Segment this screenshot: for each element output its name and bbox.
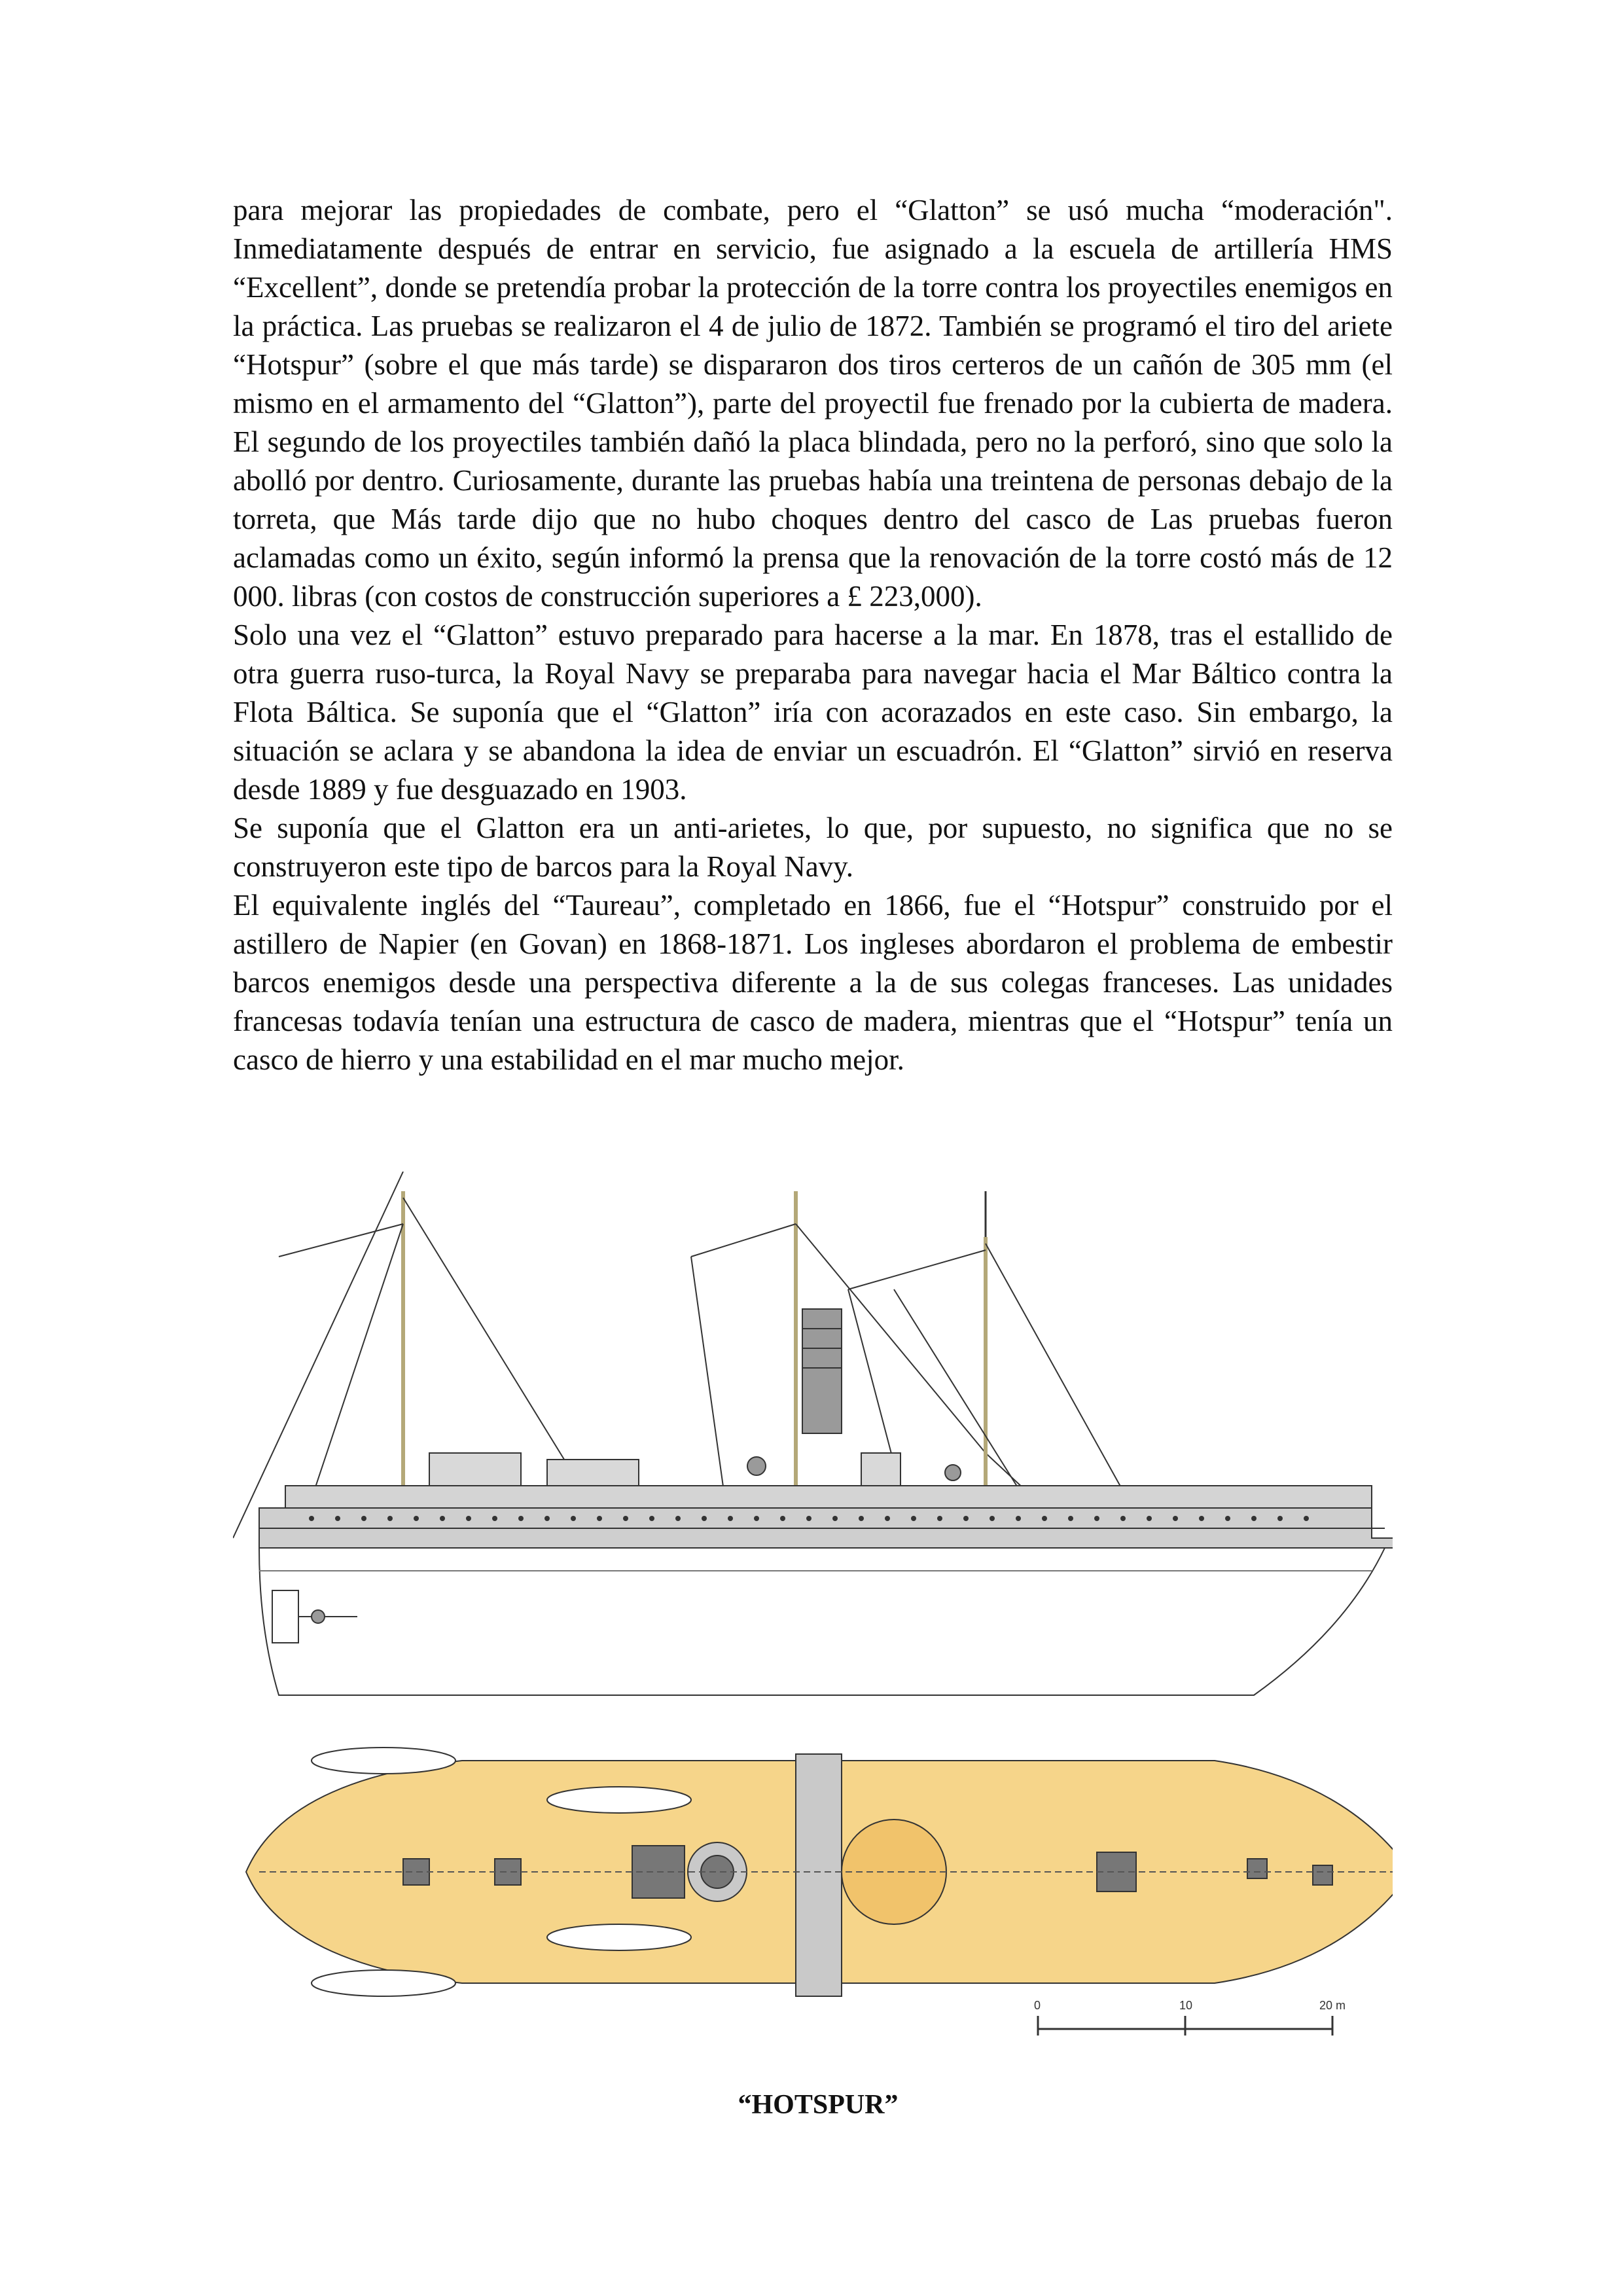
- figure-caption: “HOTSPUR”: [738, 2090, 899, 2120]
- ship-plan-view: [246, 1748, 1393, 1996]
- scale-label-10: 10: [1179, 1999, 1193, 2012]
- paragraph-2: Solo una vez el “Glatton” estuvo preparado para hacerse a la mar. En 1878, tras el estallido de otra guerra ruso-turca, la Royal Navy se preparaba para navegar hacia el Mar Báltico contra la Flota Báltica. Se suponía que el “Glatton” iría con acorazados en este caso. Sin embargo, la situación se aclara y se abandona la idea de enviar un escuadrón. El “Glatton” sirvió en reserva desde 1889 y fue desguazado en 1903.: [233, 619, 1393, 806]
- paragraph-4: El equivalente inglés del “Taureau”, completado en 1866, fue el “Hotspur” construido por el astillero de Napier (en Govan) en 1868-1871. Los ingleses abordaron el problema de embestir barcos enemigos desde una perspectiva diferente a la de sus colegas franceses. Las unidades francesas todavía tenían una estructura de casco de madera, mientras que el “Hotspur” tenía un casco de hierro y una estabilidad en el mar mucho mejor.: [233, 889, 1393, 1076]
- paragraph-1: para mejorar las propiedades de combate, pero el “Glatton” se usó mucha “moderación". Inmediatamente después de entrar en servicio, fue asignado a la escuela de artillería HMS “Excellent”, donde se pretendía probar la protección de la torre contra los proyectiles enemigos en la práctica. Las pruebas se realizaron el 4 de julio de 1872. También se programó el tiro del ariete “Hotspur” (sobre el que más tarde) se dispararon dos tiros certeros de un cañón de 305 mm (el mismo en el armamento del “Glatton”), parte del proyectil fue frenado por la cubierta de madera. El segundo de los proyectiles también dañó la placa blindada, pero no la perforó, sino que solo la abolló por dentro. Curiosamente, durante las pruebas había una treintena de personas debajo de la torreta, que Más tarde dijo que no hubo choques dentro del casco de Las pruebas fueron aclamadas como un éxito, según informó la prensa que la renovación de la torre costó más de 12 000. libras (con costos de construcción superiores a £ 223,000).: [233, 194, 1393, 613]
- scale-label-20: 20 m: [1319, 1999, 1346, 2012]
- scale-bar: [1034, 1999, 1346, 2036]
- paragraph-3: Se suponía que el Glatton era un anti-arietes, lo que, por supuesto, no significa que no se construyeron este tipo de barcos para la Royal Navy.: [233, 812, 1393, 883]
- scale-label-0: 0: [1034, 1999, 1041, 2012]
- ship-profile-view: [233, 1172, 1393, 1695]
- body-text: [233, 191, 1393, 1079]
- ship-drawing: [233, 1172, 1393, 2055]
- hotspur-drawing-figure: [233, 1172, 1393, 2055]
